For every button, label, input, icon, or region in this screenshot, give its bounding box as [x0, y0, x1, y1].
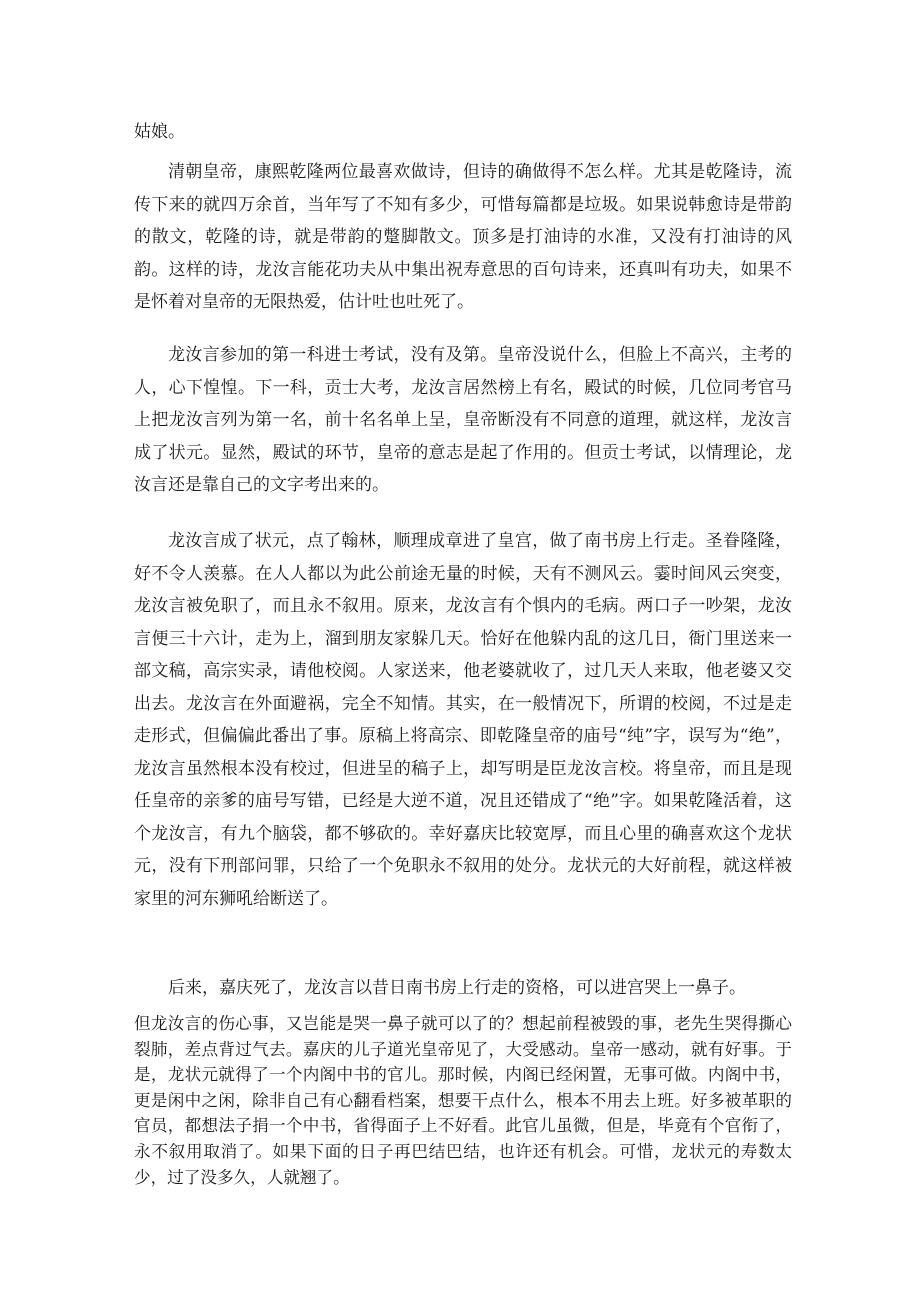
paragraph-jiaqing-death: 后来，嘉庆死了，龙汝言以昔日南书房上行走的资格，可以进宫哭上一鼻子。: [168, 978, 746, 998]
paragraph-daoguang: 但龙汝言的伤心事，又岂能是哭一鼻子就可以了的？想起前程被毁的事，老先生哭得撕心裂肺，差点背过气去。嘉庆的儿子道光皇帝见了，大受感动。皇帝一感动，就有好事。于是，龙状元就得了一个内阁中书的官儿。那时候，内阁已经闲置，无事可做。内阁中书，更是闲中之闲，除非自己有心翻看档案，想要干点什么，根本不用去上班。好多被革职的官员，都想法子捐一个中书，省得面子上不好看。此官儿虽微，但是，毕竟有个官衔了，永不叙用取消了。如果下面的日子再巴结巴结，也许还有机会。可惜，龙状元的寿数太少，过了没多久，人就翘了。: [134, 1014, 792, 1187]
paragraph-continuation: 姑娘。: [134, 122, 185, 142]
paragraph-qing-emperor-poetry: 清朝皇帝，康熙乾隆两位最喜欢做诗，但诗的确做得不怎么样。尤其是乾隆诗，流传下来的就四万余首，当年写了不知有多少，可惜每篇都是垃圾。如果说韩愈诗是带韵的散文，乾隆的诗，就是带韵的蹩脚散文。顶多是打油诗的水准，又没有打油诗的风韵。这样的诗，龙汝言能花功夫从中集出祝寿意思的百句诗来，还真叫有功夫，如果不是怀着对皇帝的无限热爱，估计吐也吐死了。: [134, 162, 792, 312]
paragraph-imperial-exam: 龙汝言参加的第一科进士考试，没有及第。皇帝没说什么，但脸上不高兴，主考的人，心下惶惶。下一科，贡士大考，龙汝言居然榜上有名，殿试的时候，几位同考官马上把龙汝言列为第一名，前十名名单上呈，皇帝断没有不同意的道理，就这样，龙汝言成了状元。显然，殿试的环节，皇帝的意志是起了作用的。但贡士考试，以情理论，龙汝言还是靠自己的文字考出来的。: [134, 345, 792, 495]
paragraph-dismissal: 龙汝言成了状元，点了翰林，顺理成章进了皇宫，做了南书房上行走。圣眷隆隆，好不令人羡慕。在人人都以为此公前途无量的时候，天有不测风云。霎时间风云突变，龙汝言被免职了，而且永不叙用。原来，龙汝言有个惧内的毛病。两口子一吵架，龙汝言便三十六计，走为上，溜到朋友家躲几天。恰好在他躲内乱的这几日，衙门里送来一部文稿，高宗实录，请他校阅。人家送来，他老婆就收了，过几天人来取，他老婆又交出去。龙汝言在外面避祸，完全不知情。其实，在一般情况下，所谓的校阅，不过是走走形式，但偏偏此番出了事。原稿上将高宗、即乾隆皇帝的庙号“纯”字，误写为“绝”，龙汝言虽然根本没有校过，但进呈的稿子上，却写明是臣龙汝言校。将皇帝，而且是现任皇帝的亲爹的庙号写错，已经是大逆不道，况且还错成了“绝”字。如果乾隆活着，这个龙汝言，有九个脑袋，都不够砍的。幸好嘉庆比较宽厚，而且心里的确喜欢这个龙状元，没有下刑部问罪，只给了一个免职永不叙用的处分。龙状元的大好前程，就这样被家里的河东狮吼给断送了。: [134, 531, 792, 909]
